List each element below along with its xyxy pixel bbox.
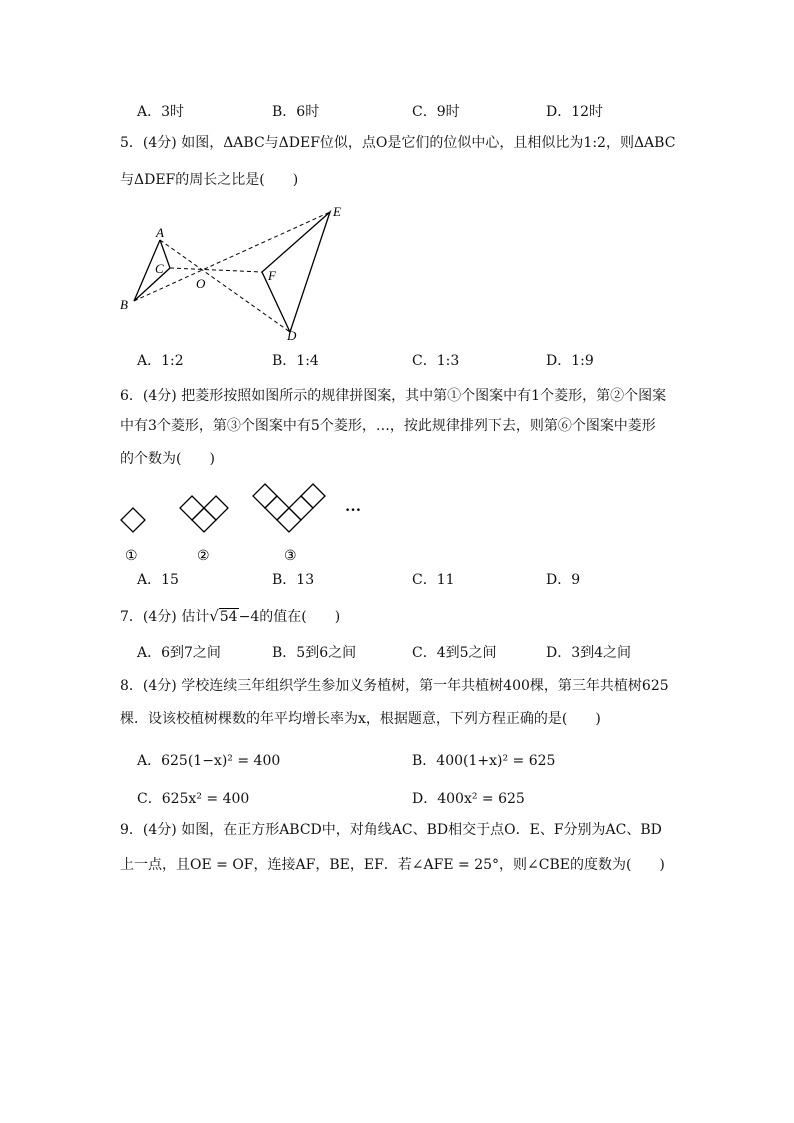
q8-option-c: C．625x² = 400 <box>137 791 250 807</box>
q5-option-c: C．1:3 <box>412 353 460 369</box>
q7-suffix: −4的值在( ) <box>238 609 341 625</box>
sqrt-symbol: √ <box>209 607 219 625</box>
q6-text-line2: 中有3个菱形，第③个图案中有5个菱形，…，按此规律排列下去，则第⑥个图案中菱形 <box>120 418 656 434</box>
pattern-1 <box>121 508 145 532</box>
q7-option-a: A．6到7之间 <box>137 645 221 661</box>
q7-radicand: 54 <box>219 609 238 625</box>
q6-rhombus-pattern-figure <box>110 478 390 568</box>
q9-text-line2: 上一点，且OE = OF，连接AF，BE，EF．若∠AFE = 25°，则∠CBE的度数为( ) <box>120 857 665 873</box>
ellipsis-icon: … <box>345 498 361 515</box>
q6-text-line3: 的个数为( ) <box>120 451 215 467</box>
q5-homothety-figure <box>110 200 360 345</box>
q7-option-c: C．4到5之间 <box>412 645 497 661</box>
q6-option-b: B．13 <box>272 572 315 588</box>
q8-option-b: B．400(1+x)² = 625 <box>412 753 556 769</box>
pattern-3 <box>253 484 325 532</box>
label-pattern-2: ② <box>197 549 210 564</box>
q7-option-b: B．5到6之间 <box>272 645 357 661</box>
q4-option-c: C．9时 <box>412 104 460 120</box>
q7-text <box>120 606 340 627</box>
q4-option-b: B．6时 <box>272 104 320 120</box>
label-d: D <box>287 328 297 343</box>
q5-option-a: A．1:2 <box>137 353 184 369</box>
pattern-2 <box>180 496 228 532</box>
q6-option-a: A．15 <box>137 572 179 588</box>
q5-option-b: B．1:4 <box>272 353 319 369</box>
label-c: C <box>155 261 164 276</box>
label-pattern-1: ① <box>125 549 138 564</box>
q8-text-line2: 棵．设该校植树棵数的年平均增长率为x，根据题意，下列方程正确的是( ) <box>120 711 601 727</box>
q8-option-d: D．400x² = 625 <box>412 791 525 807</box>
label-e: E <box>333 204 341 219</box>
label-pattern-3: ③ <box>284 549 297 564</box>
q4-option-d: D．12时 <box>546 104 604 120</box>
triangle-abc <box>134 240 170 301</box>
q7-option-d: D．3到4之间 <box>546 645 632 661</box>
q7-prefix: 7．(4分) 估计 <box>120 609 210 625</box>
q5-option-d: D．1:9 <box>546 353 594 369</box>
q5-text-line2: 与ΔDEF的周长之比是( ) <box>120 172 299 188</box>
label-f: F <box>268 268 276 283</box>
q9-text-line1: 9．(4分) 如图，在正方形ABCD中，对角线AC、BD相交于点O．E、F分别为AC、BD <box>120 822 662 838</box>
q5-text-line1: 5．(4分) 如图，ΔABC与ΔDEF位似，点O是它们的位似中心，且相似比为1:2，则ΔABC <box>120 135 676 151</box>
label-a: A <box>156 225 164 240</box>
q4-option-a: A．3时 <box>137 104 185 120</box>
q6-option-c: C．11 <box>412 572 455 588</box>
q8-option-a: A．625(1−x)² = 400 <box>137 753 281 769</box>
label-b: B <box>120 297 128 312</box>
q6-option-d: D．9 <box>546 572 581 588</box>
q6-text-line1: 6．(4分) 把菱形按照如图所示的规律拼图案，其中第①个图案中有1个菱形，第②个图案 <box>120 388 667 404</box>
label-o: O <box>196 276 206 291</box>
q8-text-line1: 8．(4分) 学校连续三年组织学生参加义务植树，第一年共植树400棵，第三年共植树625 <box>120 678 669 694</box>
